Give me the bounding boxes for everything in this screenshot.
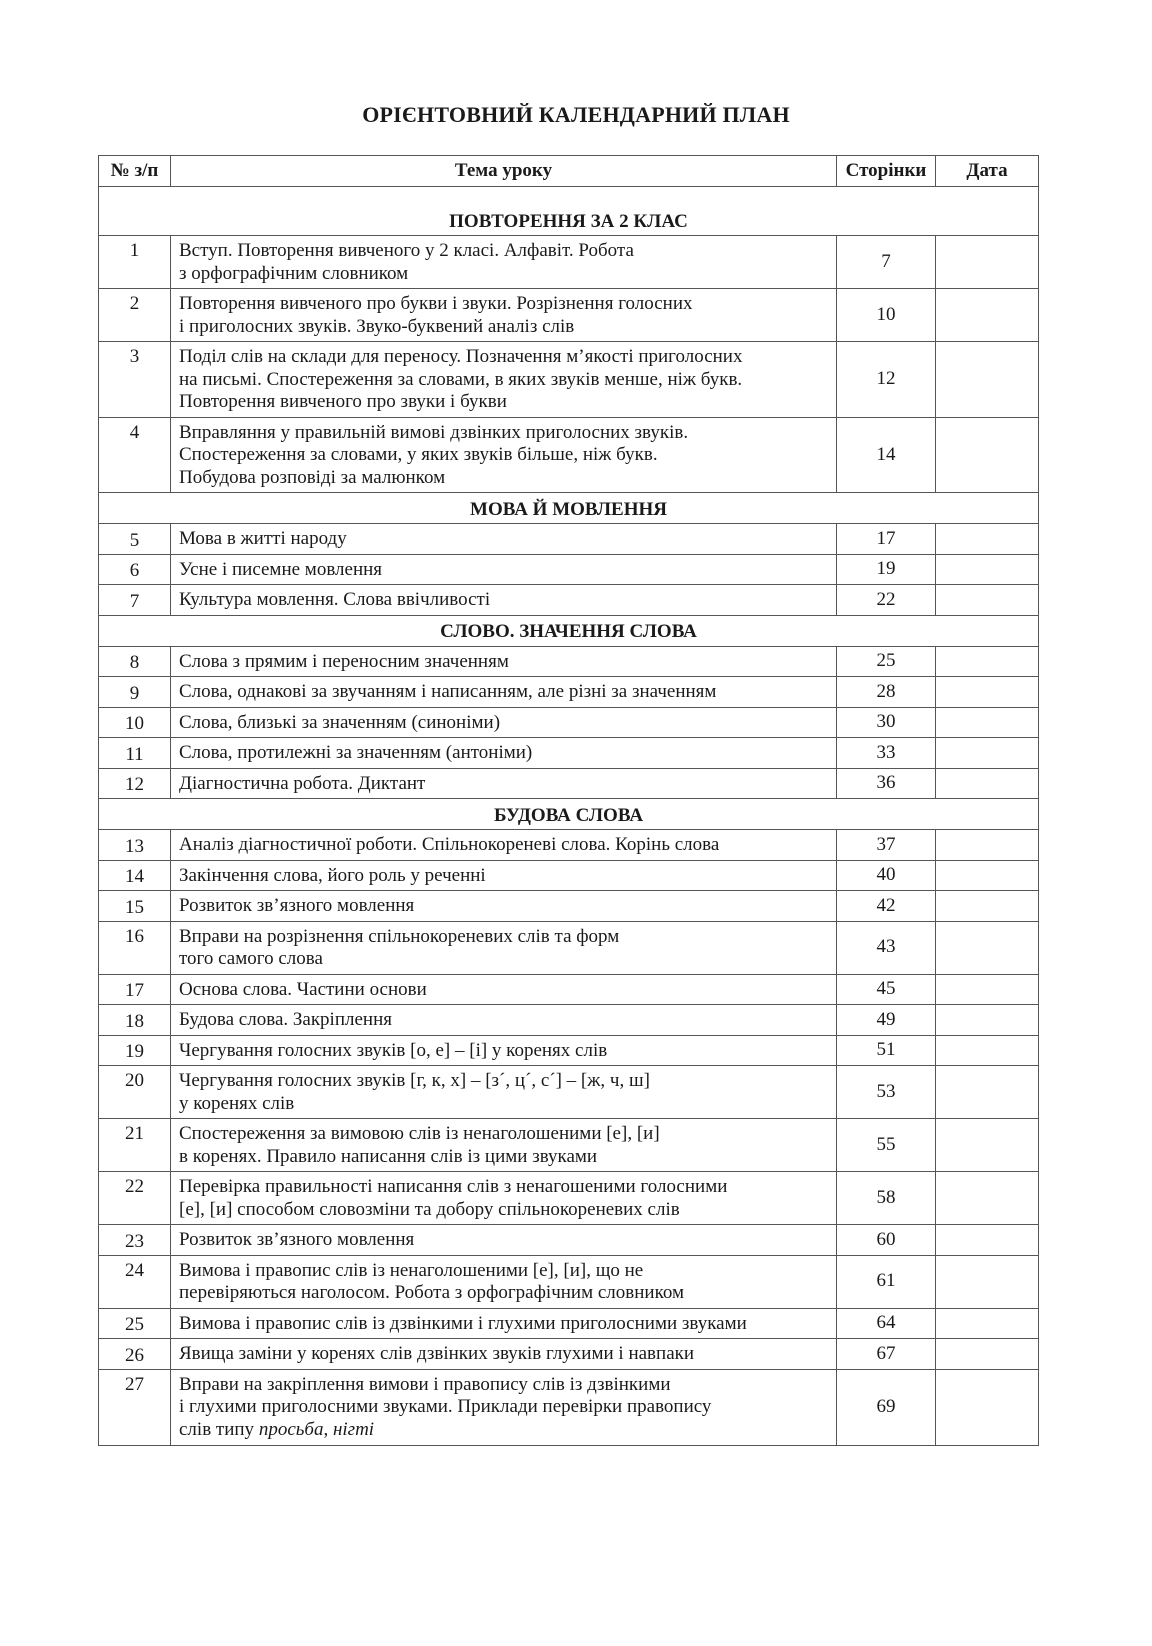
table-row: [99, 1369, 1039, 1445]
topic-line: Поділ слів на склади для переносу. Позначення м’якості приголосних: [179, 346, 743, 367]
topic-line: Вправи на розрізнення спільнокореневих слів та форм: [179, 925, 620, 947]
lesson-topic: [171, 738, 837, 769]
lesson-number: 24: [99, 1255, 171, 1308]
lesson-topic: [171, 1369, 837, 1445]
topic-text: слів типу: [179, 1418, 259, 1440]
lesson-date-cell[interactable]: [936, 974, 1039, 1005]
topic-line: Закінчення слова, його роль у реченні: [179, 864, 486, 886]
topic-line: Мова в житті народу: [179, 528, 347, 549]
table-row: [99, 646, 1039, 677]
table-row: [99, 677, 1039, 708]
lesson-pages: 28: [837, 677, 936, 708]
topic-line: Аналіз діагностичної роботи. Спільнокореневі слова. Корінь слова: [179, 834, 720, 855]
lesson-number: 11: [99, 738, 171, 769]
lesson-date-cell[interactable]: [936, 1225, 1039, 1256]
lesson-topic: [171, 585, 837, 616]
lesson-topic: [171, 860, 837, 891]
lesson-number: 18: [99, 1005, 171, 1036]
topic-line: Основа слова. Частини основи: [179, 978, 427, 1000]
lesson-topic: [171, 289, 837, 342]
lesson-topic: [171, 677, 837, 708]
lesson-date-cell[interactable]: [936, 1255, 1039, 1308]
topic-line: [179, 1419, 830, 1442]
table-row: [99, 289, 1039, 342]
lesson-pages: 17: [837, 524, 936, 555]
lesson-number: 8: [99, 646, 171, 677]
topic-line: Повторення вивченого про букви і звуки. Розрізнення голосних: [179, 293, 693, 314]
topic-text: ,: [323, 1418, 333, 1440]
lesson-date-cell[interactable]: [936, 585, 1039, 616]
lesson-topic: [171, 1308, 837, 1339]
lesson-pages: 67: [837, 1339, 936, 1370]
topic-line: [е], [и] способом словозміни та добору спільнокореневих слів: [179, 1198, 680, 1220]
lesson-number: 15: [99, 891, 171, 922]
lesson-number: 5: [99, 524, 171, 555]
topic-line: Слова, протилежні за значенням (антоніми): [179, 742, 533, 763]
lesson-topic: [171, 891, 837, 922]
topic-line: Вправляння у правильній вимові дзвінких приголосних звуків.: [179, 421, 689, 443]
topic-line: у коренях слів: [179, 1092, 295, 1114]
topic-line: Слова, близькі за значенням (синоніми): [179, 711, 501, 733]
topic-line: Спостереження за словами, у яких звуків більше, ніж букв.: [179, 444, 658, 465]
topic-line: Вимова і правопис слів із ненаголошеними [е], [и], що не: [179, 1259, 644, 1281]
lesson-pages: 33: [837, 738, 936, 769]
lesson-number: 10: [99, 707, 171, 738]
table-row: [99, 860, 1039, 891]
lesson-pages: 51: [837, 1035, 936, 1066]
lesson-date-cell[interactable]: [936, 1369, 1039, 1445]
lesson-number: 26: [99, 1339, 171, 1370]
lesson-date-cell[interactable]: [936, 1339, 1039, 1370]
lesson-pages: 19: [837, 554, 936, 585]
topic-example-word: нігті: [332, 1418, 375, 1440]
lesson-date-cell[interactable]: [936, 342, 1039, 418]
table-row: [99, 554, 1039, 585]
topic-line: Спостереження за вимовою слів із ненаголошеними [е], [и]: [179, 1123, 660, 1144]
lesson-date-cell[interactable]: [936, 236, 1039, 289]
lesson-pages: 36: [837, 768, 936, 799]
lesson-topic: [171, 974, 837, 1005]
lesson-number: 3: [99, 342, 171, 418]
section-row: [99, 187, 1039, 236]
lesson-date-cell[interactable]: [936, 768, 1039, 799]
lesson-number: 19: [99, 1035, 171, 1066]
lesson-pages: 61: [837, 1255, 936, 1308]
lesson-number: 9: [99, 677, 171, 708]
lesson-topic: [171, 1035, 837, 1066]
lesson-date-cell[interactable]: [936, 417, 1039, 493]
lesson-topic: [171, 1339, 837, 1370]
lesson-date-cell[interactable]: [936, 677, 1039, 708]
table-row: [99, 891, 1039, 922]
topic-example-word: просьба: [258, 1418, 324, 1440]
topic-line: Вступ. Повторення вивченого у 2 класі. Алфавіт. Робота: [179, 240, 634, 261]
lesson-pages: 64: [837, 1308, 936, 1339]
table-row: [99, 1035, 1039, 1066]
topic-line: того самого слова: [179, 948, 323, 969]
lesson-number: 22: [99, 1172, 171, 1225]
lesson-pages: 40: [837, 860, 936, 891]
table-row: [99, 1005, 1039, 1036]
table-row: [99, 524, 1039, 555]
header-pages: Сторінки: [837, 156, 936, 187]
lesson-topic: [171, 236, 837, 289]
lesson-pages: 7: [837, 236, 936, 289]
table-row: [99, 1066, 1039, 1119]
lesson-number: 4: [99, 417, 171, 493]
table-row: [99, 738, 1039, 769]
lesson-number: 13: [99, 830, 171, 861]
lesson-number: 7: [99, 585, 171, 616]
lesson-number: 16: [99, 921, 171, 974]
topic-line: в коренях. Правило написання слів із цими звуками: [179, 1145, 598, 1167]
lesson-date-cell[interactable]: [936, 646, 1039, 677]
lesson-pages: 49: [837, 1005, 936, 1036]
lesson-topic: [171, 1005, 837, 1036]
topic-line: Розвиток зв’язного мовлення: [179, 895, 415, 916]
lesson-date-cell[interactable]: [936, 1119, 1039, 1172]
topic-line: Розвиток зв’язного мовлення: [179, 1229, 415, 1250]
table-row: [99, 1172, 1039, 1225]
lesson-pages: 12: [837, 342, 936, 418]
topic-line: Усне і писемне мовлення: [179, 558, 383, 580]
lesson-date-cell[interactable]: [936, 1066, 1039, 1119]
topic-line: і глухими приголосними звуками. Приклади перевірки правопису: [179, 1396, 712, 1417]
lesson-date-cell[interactable]: [936, 860, 1039, 891]
topic-line: Явища заміни у коренях слів дзвінких звуків глухими і навпаки: [179, 1343, 695, 1364]
lesson-number: 23: [99, 1225, 171, 1256]
lesson-topic: [171, 1255, 837, 1308]
table-row: [99, 342, 1039, 418]
lesson-number: 27: [99, 1369, 171, 1445]
lesson-pages: 69: [837, 1369, 936, 1445]
lesson-pages: 10: [837, 289, 936, 342]
section-title: СЛОВО. ЗНАЧЕННЯ СЛОВА: [99, 615, 1039, 646]
lesson-pages: 25: [837, 646, 936, 677]
topic-line: на письмі. Спостереження за словами, в яких звуків менше, ніж букв.: [179, 368, 743, 390]
lesson-topic: [171, 830, 837, 861]
header-date: Дата: [936, 156, 1039, 187]
lesson-pages: 58: [837, 1172, 936, 1225]
lesson-topic: [171, 768, 837, 799]
section-title: ПОВТОРЕННЯ ЗА 2 КЛАС: [99, 187, 1039, 236]
topic-line: перевіряються наголосом. Робота з орфографічним словником: [179, 1282, 685, 1303]
lesson-topic: [171, 417, 837, 493]
topic-line: Діагностична робота. Диктант: [179, 772, 426, 794]
lesson-date-cell[interactable]: [936, 891, 1039, 922]
table-row: [99, 974, 1039, 1005]
lesson-number: 1: [99, 236, 171, 289]
table-row: [99, 236, 1039, 289]
topic-line: Слова з прямим і переносним значенням: [179, 650, 509, 672]
table-header-row: [99, 156, 1039, 187]
lesson-number: 25: [99, 1308, 171, 1339]
section-row: [99, 493, 1039, 524]
lesson-date-cell[interactable]: [936, 1172, 1039, 1225]
lesson-pages: 30: [837, 707, 936, 738]
lesson-topic: [171, 1119, 837, 1172]
topic-line: Вправи на закріплення вимови і правопису слів із дзвінкими: [179, 1373, 671, 1395]
lesson-date-cell[interactable]: [936, 524, 1039, 555]
lesson-date-cell[interactable]: [936, 738, 1039, 769]
topic-line: Вимова і правопис слів із дзвінкими і глухими приголосними звуками: [179, 1312, 747, 1334]
lesson-pages: 37: [837, 830, 936, 861]
section-title: БУДОВА СЛОВА: [99, 799, 1039, 830]
topic-line: і приголосних звуків. Звуко-буквений аналіз слів: [179, 315, 575, 337]
header-topic: Тема уроку: [171, 156, 837, 187]
topic-line: Повторення вивченого про звуки і букви: [179, 391, 507, 412]
lesson-pages: 53: [837, 1066, 936, 1119]
lesson-pages: 55: [837, 1119, 936, 1172]
lesson-topic: [171, 1172, 837, 1225]
section-row: [99, 615, 1039, 646]
lesson-date-cell[interactable]: [936, 1005, 1039, 1036]
lesson-number: 2: [99, 289, 171, 342]
table-row: [99, 1339, 1039, 1370]
lesson-date-cell[interactable]: [936, 707, 1039, 738]
table-row: [99, 768, 1039, 799]
lesson-pages: 14: [837, 417, 936, 493]
table-row: [99, 1225, 1039, 1256]
lesson-number: 20: [99, 1066, 171, 1119]
topic-line: Чергування голосних звуків [г, к, х] – [з´, ц´, с´] – [ж, ч, ш]: [179, 1070, 650, 1091]
topic-line: Перевірка правильності написання слів з ненагошеними голосними: [179, 1176, 728, 1197]
calendar-plan-table: [98, 155, 1039, 1446]
table-row: [99, 1255, 1039, 1308]
section-title: МОВА Й МОВЛЕННЯ: [99, 493, 1039, 524]
lesson-number: 14: [99, 860, 171, 891]
topic-line: Побудова розповіді за малюнком: [179, 466, 446, 488]
lesson-topic: [171, 524, 837, 555]
lesson-topic: [171, 1066, 837, 1119]
lesson-pages: 22: [837, 585, 936, 616]
lesson-topic: [171, 554, 837, 585]
topic-line: Культура мовлення. Слова ввічливості: [179, 589, 491, 610]
table-row: [99, 585, 1039, 616]
lesson-number: 12: [99, 768, 171, 799]
lesson-date-cell[interactable]: [936, 830, 1039, 861]
table-row: [99, 417, 1039, 493]
table-row: [99, 1308, 1039, 1339]
lesson-pages: 45: [837, 974, 936, 1005]
lesson-topic: [171, 707, 837, 738]
lesson-pages: 43: [837, 921, 936, 974]
lesson-number: 21: [99, 1119, 171, 1172]
lesson-date-cell[interactable]: [936, 1308, 1039, 1339]
page-title: ОРІЄНТОВНИЙ КАЛЕНДАРНИЙ ПЛАН: [362, 102, 790, 127]
topic-line: Чергування голосних звуків [о, е] – [і] у коренях слів: [179, 1039, 608, 1061]
lesson-date-cell[interactable]: [936, 1035, 1039, 1066]
table-row: [99, 921, 1039, 974]
table-row: [99, 1119, 1039, 1172]
table-row: [99, 707, 1039, 738]
lesson-date-cell[interactable]: [936, 921, 1039, 974]
table-row: [99, 830, 1039, 861]
header-num: № з/п: [99, 156, 171, 187]
lesson-pages: 42: [837, 891, 936, 922]
lesson-topic: [171, 646, 837, 677]
topic-line: Слова, однакові за звучанням і написанням, але різні за значенням: [179, 681, 717, 702]
lesson-topic: [171, 921, 837, 974]
lesson-number: 17: [99, 974, 171, 1005]
topic-line: Будова слова. Закріплення: [179, 1009, 392, 1030]
lesson-date-cell[interactable]: [936, 289, 1039, 342]
lesson-topic: [171, 342, 837, 418]
lesson-number: 6: [99, 554, 171, 585]
section-row: [99, 799, 1039, 830]
lesson-topic: [171, 1225, 837, 1256]
lesson-pages: 60: [837, 1225, 936, 1256]
topic-line: з орфографічним словником: [179, 262, 409, 284]
lesson-date-cell[interactable]: [936, 554, 1039, 585]
